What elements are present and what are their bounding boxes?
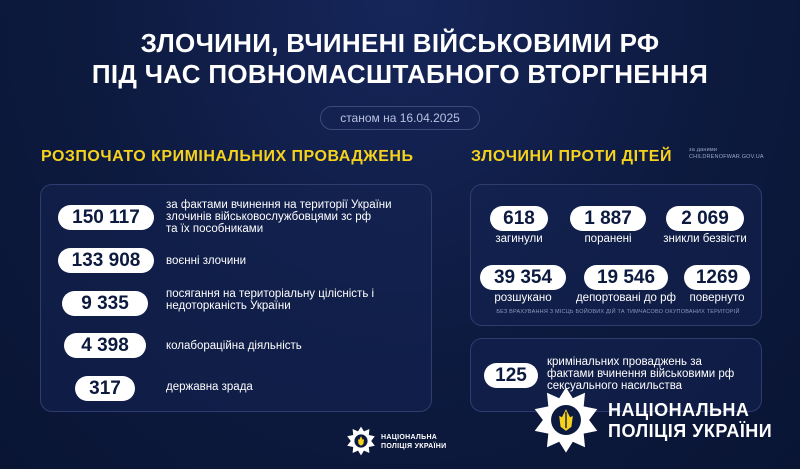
child-stat-pill-injured: 1 887 — [570, 206, 646, 231]
sexual-violence-desc: кримінальних проваджень за фактами вчинення військовими рф сексуального насильства — [547, 356, 735, 392]
stat-desc-collaboration: колабораційна діяльність — [166, 340, 302, 352]
stat-desc-war-crimes: воєнні злочини — [166, 255, 247, 267]
stat-desc-total: за фактами вчинення на території України злочинів військовослужбовцями зс рф та їх пособниками — [166, 199, 392, 235]
date-badge: станом на 16.04.2025 — [320, 106, 480, 130]
source-label: за даними CHILDRENOFWAR.GOV.UA — [689, 147, 764, 160]
title-line-2: ПІД ЧАС ПОВНОМАСШТАБНОГО ВТОРГНЕННЯ — [91, 59, 709, 89]
stat-pill-treason: 317 — [75, 376, 135, 401]
child-stat-pill-deported: 19 546 — [584, 265, 668, 290]
stat-pill-war-crimes: 133 908 — [58, 248, 154, 273]
page-title — [0, 28, 800, 90]
police-badge-icon — [532, 386, 600, 454]
police-logo-text: НАЦІОНАЛЬНА ПОЛІЦІЯ УКРАЇНИ — [608, 400, 773, 441]
child-stat-pill-missing: 2 069 — [666, 206, 744, 231]
child-stat-pill-found: 39 354 — [480, 265, 566, 290]
sexual-violence-pill: 125 — [484, 363, 538, 388]
stat-desc-treason: державна зрада — [166, 381, 253, 393]
child-stat-label-killed: загинули — [495, 233, 543, 245]
title-line-1: ЗЛОЧИНИ, ВЧИНЕНІ ВІЙСЬКОВИМИ РФ — [140, 28, 660, 58]
child-stat-label-found: розшукано — [494, 292, 552, 304]
police-badge-small-icon — [346, 426, 376, 456]
children-crimes-title: ЗЛОЧИНИ ПРОТИ ДІТЕЙ — [471, 148, 672, 165]
criminal-proceedings-title: РОЗПОЧАТО КРИМІНАЛЬНИХ ПРОВАДЖЕНЬ — [41, 148, 414, 165]
child-stat-pill-killed: 618 — [490, 206, 548, 231]
child-stat-label-missing: зникли безвісти — [663, 233, 747, 245]
stat-pill-total: 150 117 — [58, 205, 154, 230]
child-stat-label-injured: поранені — [584, 233, 632, 245]
child-stat-pill-returned: 1269 — [684, 265, 750, 290]
child-stat-label-returned: повернуто — [689, 292, 745, 304]
stat-pill-integrity: 9 335 — [62, 291, 148, 316]
stat-desc-integrity: посягання на територіальну цілісність і недоторканість України — [166, 288, 375, 312]
child-stat-label-deported: депортовані до рф — [575, 292, 677, 304]
police-logo-small-text: НАЦІОНАЛЬНА ПОЛІЦІЯ УКРАЇНИ — [381, 434, 447, 450]
stat-pill-collaboration: 4 398 — [64, 333, 146, 358]
children-footnote: БЕЗ ВРАХУВАННЯ З МІСЦЬ БОЙОВИХ ДІЙ ТА ТИМЧАСОВО ОКУПОВАНИХ ТЕРИТОРІЙ — [496, 309, 740, 315]
